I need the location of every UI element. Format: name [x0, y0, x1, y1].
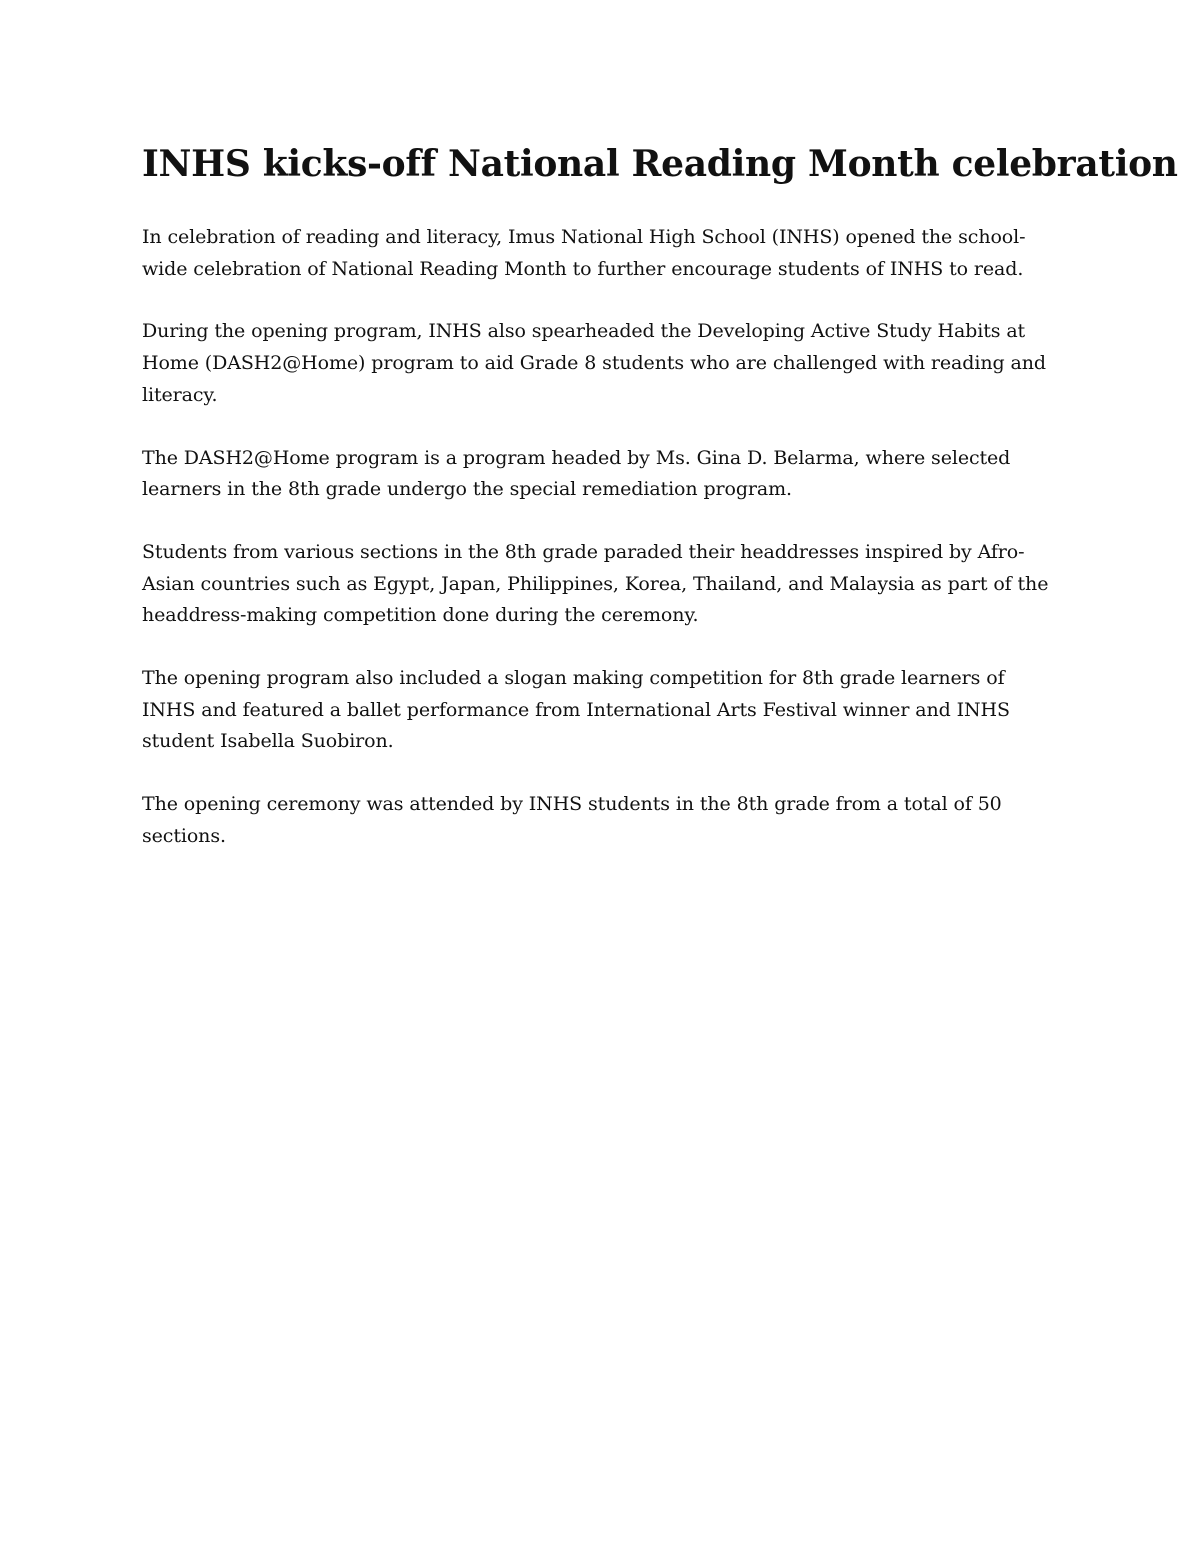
paragraph-program-head: The DASH2@Home program is a program headed by Ms. Gina D. Belarma, where selected learners in the 8th grade undergo the special remediation program.: [142, 446, 1011, 501]
paragraph-attendance: The opening ceremony was attended by INHS students in the 8th grade from a total of 50 sections.: [142, 793, 1002, 847]
paragraph-slogan-ballet: The opening program also included a slogan making competition for 8th grade learners of INHS and featured a ballet performance from International Arts Festival winner and INHS student Isabella Suobiron.: [142, 667, 1010, 753]
paragraph-headdress: Students from various sections in the 8th grade paraded their headdresses inspired by Afro-Asian countries such as Egypt, Japan, Philippines, Korea, Thailand, and Malaysia as part of the headdress-making competition done during the ceremony.: [142, 540, 1049, 627]
paragraph-dash-program: During the opening program, INHS also spearheaded the Developing Active Study Habits at Home (DASH2@Home) program to aid Grade 8 students who are challenged with reading and literacy.: [142, 320, 1046, 406]
article-body: [142, 140, 1178, 884]
article-title: INHS kicks-off National Reading Month celebration: [142, 143, 1178, 185]
paragraph-intro: In celebration of reading and literacy, Imus National High School (INHS) opened the school-wide celebration of National Reading Month to further encourage students of INHS to read.: [142, 226, 1026, 280]
